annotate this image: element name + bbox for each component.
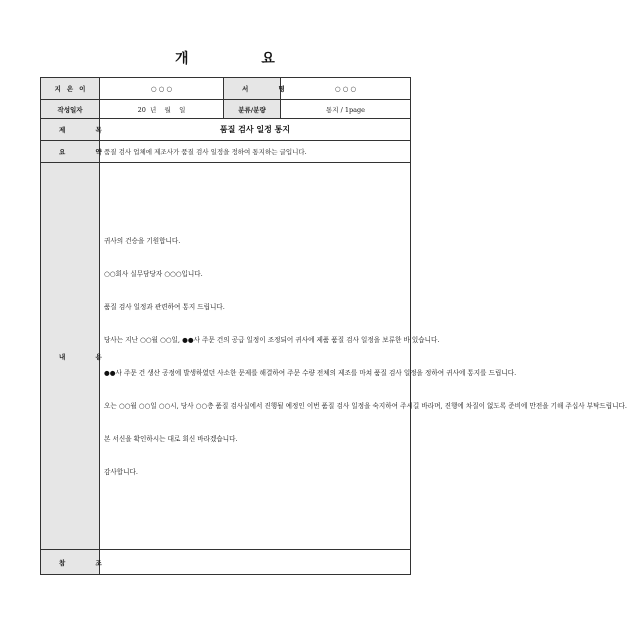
date-value: 20 년 월 일 — [100, 100, 224, 119]
category-label: 분류/분량 — [224, 100, 281, 119]
content-paragraph: 당사는 지난 ○○월 ○○일, ●●사 주문 건의 공급 일정이 조정되어 귀사에 제품 품질 검사 일정을 보류한 바 있습니다. — [104, 335, 440, 344]
subject-value: 품질 검사 일정 통지 — [100, 119, 411, 141]
content-paragraph: 품질 검사 일정과 관련하여 통지 드립니다. — [104, 302, 225, 311]
content-paragraph: 본 서신을 확인하시는 대로 회신 바라겠습니다. — [104, 434, 238, 443]
reference-value — [100, 550, 411, 575]
content-row — [41, 163, 411, 550]
content-paragraph: ●●사 주문 건 생산 공정에 발생하였던 사소한 문제를 해결하여 주문 수량 전체의 제조를 마쳐 품질 검사 일정을 정하여 귀사에 통지를 드립니다. — [104, 368, 517, 377]
summary-row — [41, 141, 411, 163]
author-value: ○ ○ ○ — [100, 78, 224, 100]
summary-value: 품질 검사 업체에 제조사가 품질 검사 일정을 정하여 통지하는 글입니다. — [100, 141, 411, 163]
content-label: 내 용 — [41, 163, 100, 550]
category-value: 통지 / 1page — [281, 100, 411, 119]
signature-label: 서 명 — [224, 78, 281, 100]
author-row — [41, 78, 411, 100]
summary-label: 요 약 — [41, 141, 100, 163]
content-paragraph: 귀사의 건승을 기원합니다. — [104, 236, 181, 245]
subject-row — [41, 119, 411, 141]
document-form — [40, 77, 627, 575]
reference-label: 참 조 — [41, 550, 100, 575]
content-body — [100, 163, 627, 550]
content-paragraph: 오는 ○○월 ○○일 ○○시, 당사 ○○층 품질 검사실에서 진행될 예정인 이번 품질 검사 일정을 숙지하여 주시길 바라며, 진행에 차질이 없도록 준비에 만전을 기해 주십사 부탁드립니다. — [104, 401, 627, 410]
content-paragraph: ○○회사 실무담당자 ○○○입니다. — [104, 269, 203, 278]
signature-value: ○ ○ ○ — [281, 78, 411, 100]
subject-label: 제 목 — [41, 119, 100, 141]
reference-row — [41, 550, 411, 575]
document-title: 개 요 — [175, 51, 309, 67]
date-row — [41, 100, 411, 119]
date-label: 작성일자 — [41, 100, 100, 119]
content-paragraph: 감사합니다. — [104, 467, 138, 476]
author-label: 지은이 — [41, 78, 100, 100]
